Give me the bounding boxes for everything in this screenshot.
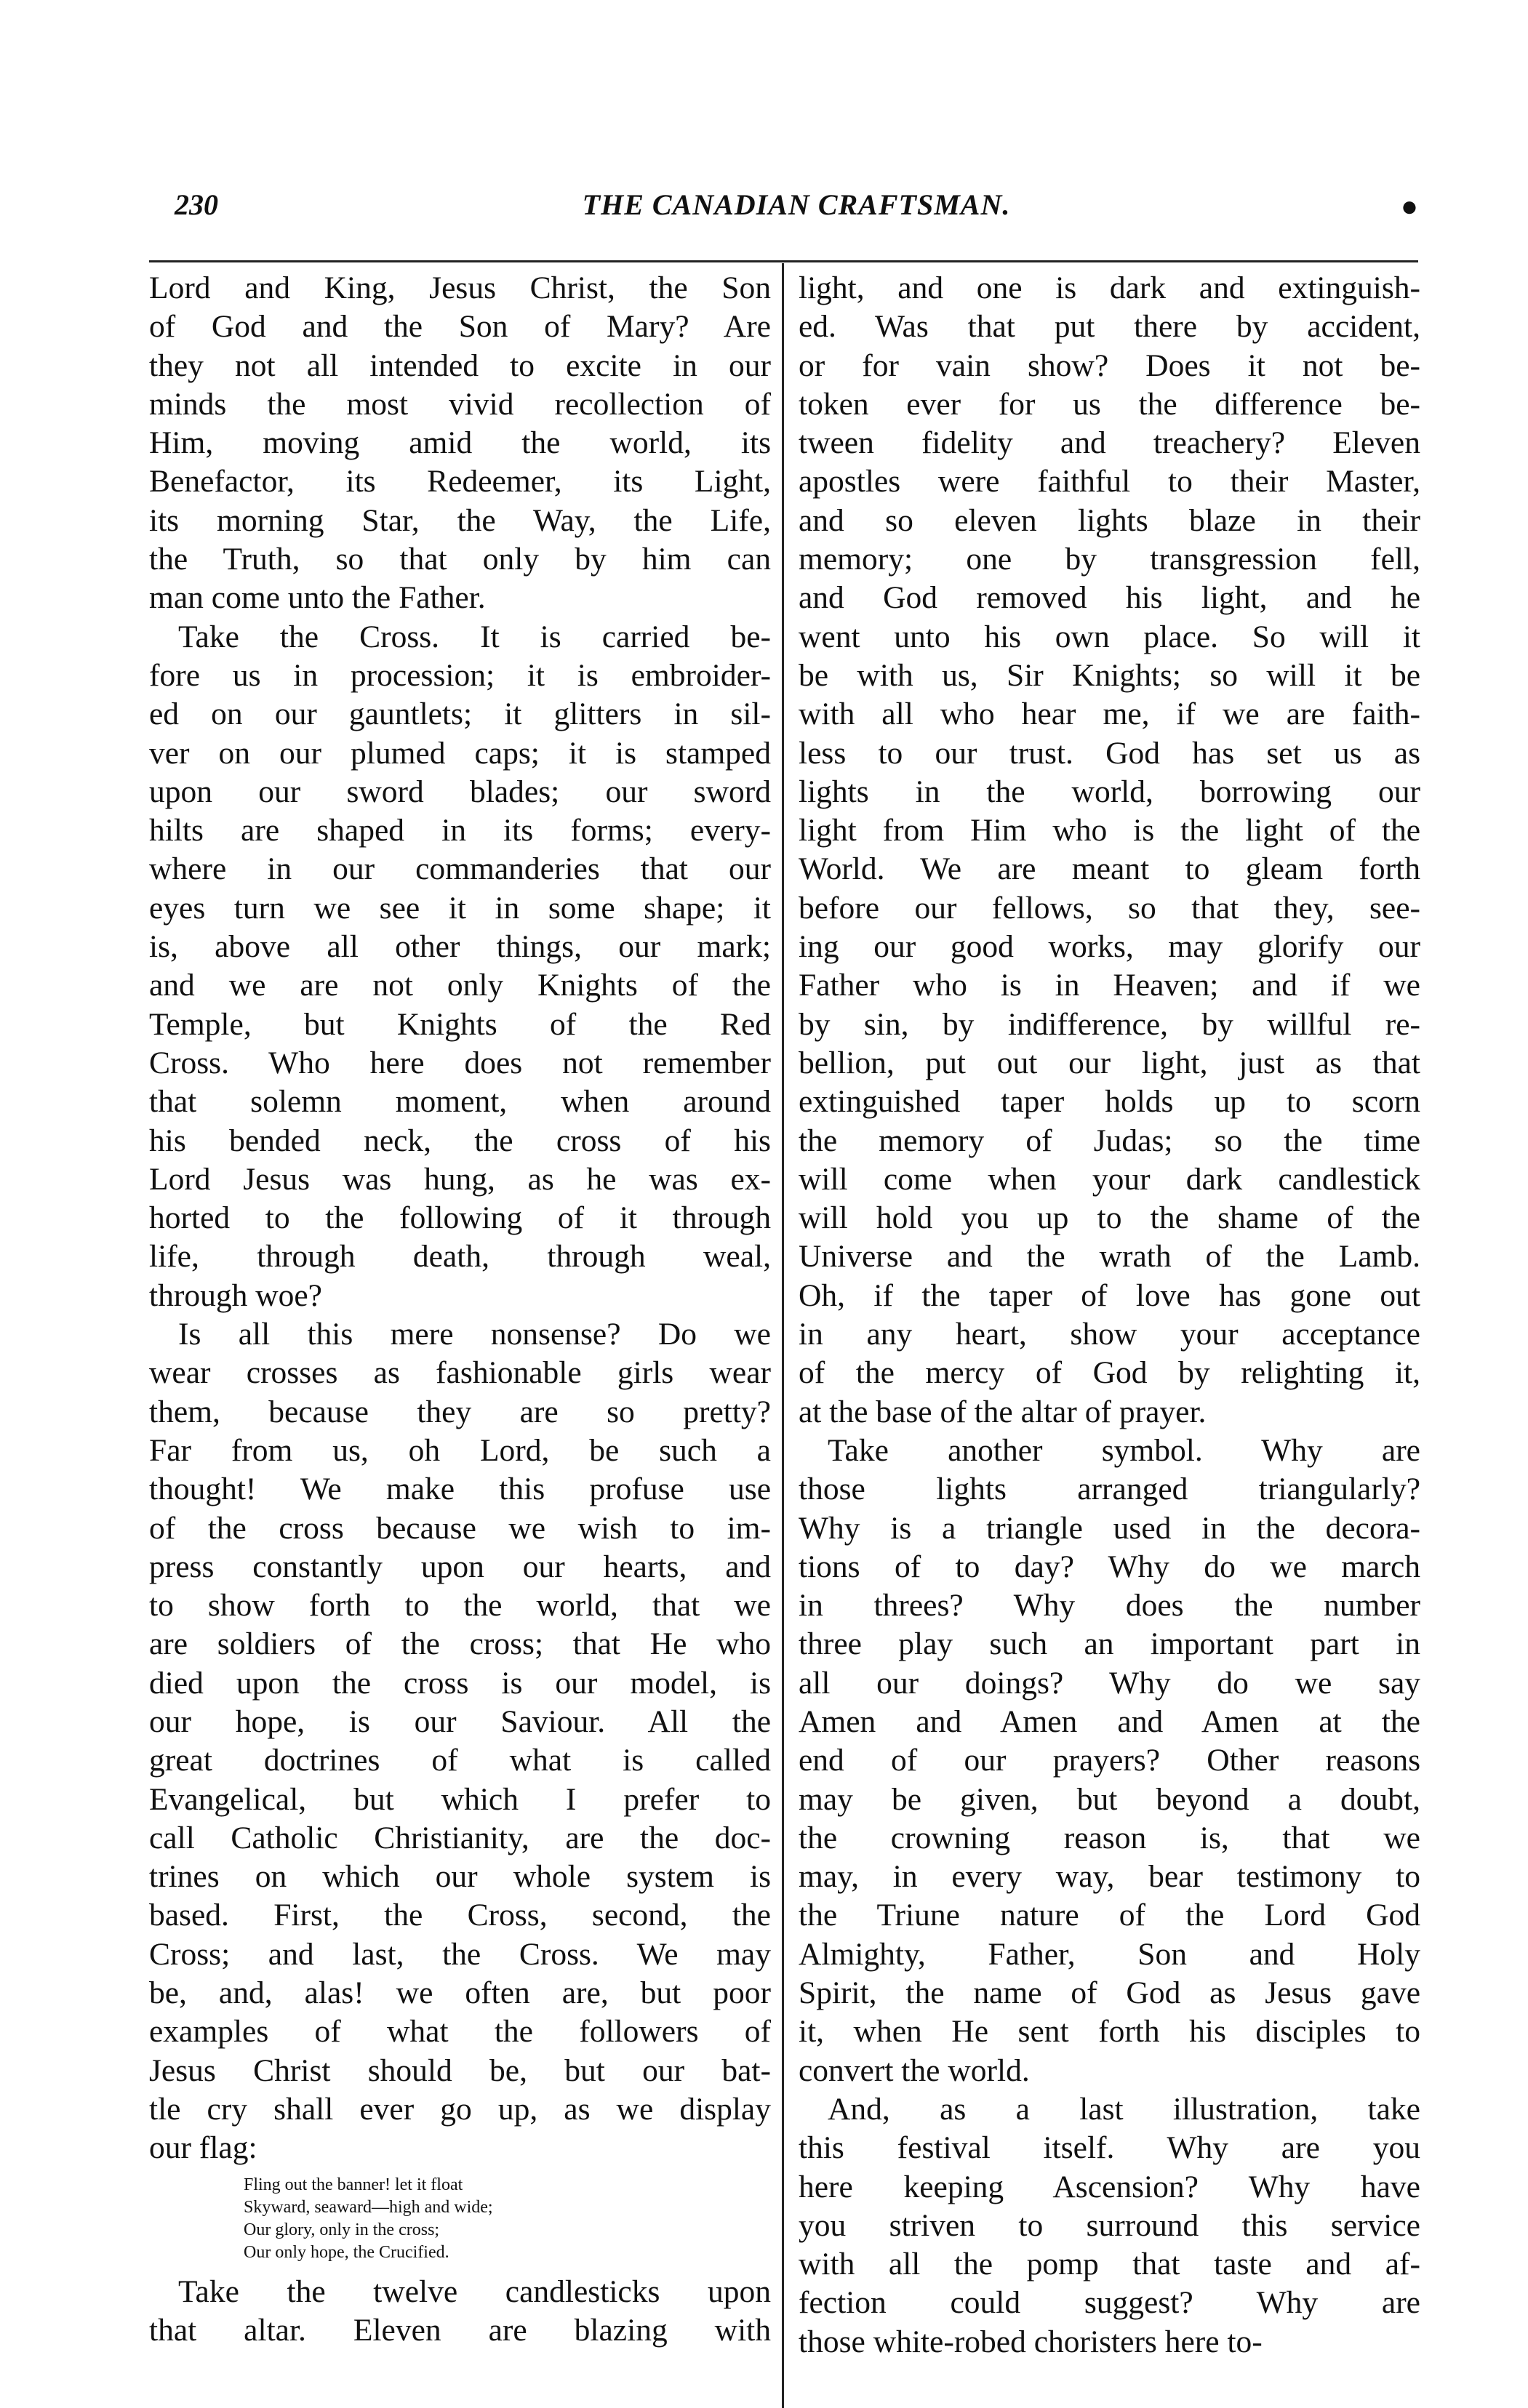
right-column [799,269,1420,2361]
text-line: with all the pomp that taste and af- [799,2247,1420,2282]
text-line: of God and the Son of Mary? Are [149,309,771,345]
text-line: them, because they are so pretty? [149,1394,771,1429]
text-line: died upon the cross is our model, is [149,1665,771,1701]
text-line: be, and, alas! we often are, but poor [149,1975,771,2011]
text-line: with all who hear me, if we are faith- [799,697,1420,732]
text-line: light, and one is dark and extinguish- [799,270,1420,305]
text-line: Lord and King, Jesus Christ, the Son [149,270,771,305]
text-line: tions of to day? Why do we march [799,1549,1420,1584]
text-line: tween fidelity and treachery? Eleven [799,425,1420,461]
text-line: bellion, put out our light, just as that [799,1045,1420,1080]
text-line: went unto his own place. So will it [799,619,1420,654]
text-line: fore us in procession; it is embroider- [149,657,771,693]
text-line: Far from us, oh Lord, be such a [149,1432,771,1468]
text-line: or for vain show? Does it not be- [799,348,1420,383]
text-line: in any heart, show your acceptance [799,1317,1420,1352]
text-line: Take another symbol. Why are [828,1432,1420,1468]
text-line: tle cry shall ever go up, as we display [149,2091,771,2127]
text-line: great doctrines of what is called [149,1743,771,1778]
running-title: THE CANADIAN CRAFTSMAN. [582,188,1011,221]
header-mark: ● [1400,190,1418,222]
text-line: Is all this mere nonsense? Do we [178,1317,771,1352]
text-line: Universe and the wrath of the Lamb. [799,1239,1420,1275]
text-line: Cross; and last, the Cross. We may [149,1936,771,1972]
text-line: his bended neck, the cross of his [149,1123,771,1158]
text-line: convert the world. [799,2052,1030,2088]
text-line: based. First, the Cross, second, the [149,1898,771,1933]
text-line: Him, moving amid the world, its [149,425,771,461]
text-line: before our fellows, so that they, see- [799,890,1420,926]
text-line: in threes? Why does the number [799,1588,1420,1624]
text-line: less to our trust. God has set us as [799,735,1420,771]
text-line: may be given, but beyond a doubt, [799,1781,1420,1817]
text-line: Benefactor, its Redeemer, its Light, [149,464,771,499]
text-line: man come unto the Father. [149,580,486,616]
text-line: Almighty, Father, Son and Holy [799,1936,1420,1972]
verse-line: Our glory, only in the cross; [244,2220,440,2239]
text-line: Temple, but Knights of the Red [149,1006,771,1042]
text-line: Oh, if the taper of love has gone out [799,1277,1420,1313]
text-line: examples of what the followers of [149,2014,771,2050]
text-line: ed. Was that put there by accident, [799,309,1420,345]
text-line: ing our good works, may glorify our [799,929,1420,965]
text-line: eyes turn we see it in some shape; it [149,890,771,926]
text-line: our flag: [149,2130,257,2166]
text-line: token ever for us the difference be- [799,386,1420,422]
text-line: will come when your dark candlestick [799,1161,1420,1197]
text-line: through woe? [149,1277,322,1313]
text-line: wear crosses as fashionable girls wear [149,1355,771,1391]
text-line: and God removed his light, and he [799,580,1420,616]
text-line: of the mercy of God by relighting it, [799,1355,1420,1391]
text-line: at the base of the altar of prayer. [799,1394,1207,1429]
text-line: hilts are shaped in its forms; every- [149,813,771,848]
text-line: Evangelical, but which I prefer to [149,1781,771,1817]
text-line: trines on which our whole system is [149,1859,771,1895]
text-line: all our doings? Why do we say [799,1665,1420,1701]
text-line: Why is a triangle used in the decora- [799,1510,1420,1546]
text-line: that altar. Eleven are blazing with [149,2312,771,2348]
text-line: the memory of Judas; so the time [799,1123,1420,1158]
text-line: Amen and Amen and Amen at the [799,1703,1420,1739]
text-line: ed on our gauntlets; it glitters in sil- [149,697,771,732]
text-line: is, above all other things, our mark; [149,929,771,965]
text-line: thought! We make this profuse use [149,1472,771,1507]
text-line: Spirit, the name of God as Jesus gave [799,1975,1420,2011]
text-line: ver on our plumed caps; it is stamped [149,735,771,771]
text-line: end of our prayers? Other reasons [799,1743,1420,1778]
left-column [149,269,771,2350]
text-line: the crowning reason is, that we [799,1820,1420,1855]
verse-line: Fling out the banner! let it float [244,2175,463,2194]
text-line: where in our commanderies that our [149,851,771,887]
text-line: here keeping Ascension? Why have [799,2169,1420,2204]
text-line: extinguished taper holds up to scorn [799,1084,1420,1120]
text-line: of the cross because we wish to im- [149,1510,771,1546]
page-header [175,188,1418,231]
text-line: this festival itself. Why are you [799,2130,1420,2166]
text-line: Take the Cross. It is carried be- [178,619,771,654]
text-line: upon our sword blades; our sword [149,774,771,809]
text-line: and so eleven lights blaze in their [799,502,1420,538]
text-line: press constantly upon our hearts, and [149,1549,771,1584]
text-line: they not all intended to excite in our [149,348,771,383]
text-line: Take the twelve candlesticks upon [178,2273,771,2309]
text-line: will hold you up to the shame of the [799,1200,1420,1236]
text-line: our hope, is our Saviour. All the [149,1703,771,1739]
text-line: the Triune nature of the Lord God [799,1898,1420,1933]
text-line: its morning Star, the Way, the Life, [149,502,771,538]
text-line: fection could suggest? Why are [799,2285,1420,2321]
column-divider [782,263,784,2408]
text-line: and we are not only Knights of the [149,968,771,1003]
text-line: horted to the following of it through [149,1200,771,1236]
text-line: Cross. Who here does not remember [149,1045,771,1080]
text-line: to show forth to the world, that we [149,1588,771,1624]
text-line: may, in every way, bear testimony to [799,1859,1420,1895]
text-line: memory; one by transgression fell, [799,542,1420,577]
text-line: World. We are meant to gleam forth [799,851,1420,887]
verse-line: Our only hope, the Crucified. [244,2242,449,2262]
text-line: you striven to surround this service [799,2207,1420,2243]
text-line: lights in the world, borrowing our [799,774,1420,809]
text-line: life, through death, through weal, [149,1239,771,1275]
text-line: apostles were faithful to their Master, [799,464,1420,499]
text-line: Father who is in Heaven; and if we [799,968,1420,1003]
text-line: Jesus Christ should be, but our bat- [149,2052,771,2088]
text-line: three play such an important part in [799,1626,1420,1662]
text-line: Lord Jesus was hung, as he was ex- [149,1161,771,1197]
text-line: be with us, Sir Knights; so will it be [799,657,1420,693]
text-line: those white-robed choristers here to- [799,2324,1263,2359]
text-line: that solemn moment, when around [149,1084,771,1120]
text-line: the Truth, so that only by him can [149,542,771,577]
text-line: it, when He sent forth his disciples to [799,2014,1420,2050]
text-line: those lights arranged triangularly? [799,1472,1420,1507]
text-line: light from Him who is the light of the [799,813,1420,848]
page-number: 230 [175,188,218,221]
text-line: And, as a last illustration, take [828,2091,1420,2127]
text-line: are soldiers of the cross; that He who [149,1626,771,1662]
text-line: minds the most vivid recollection of [149,386,771,422]
verse-line: Skyward, seaward—high and wide; [244,2197,493,2217]
text-line: call Catholic Christianity, are the doc- [149,1820,771,1855]
header-rule [149,260,1418,262]
text-line: by sin, by indifference, by willful re- [799,1006,1420,1042]
